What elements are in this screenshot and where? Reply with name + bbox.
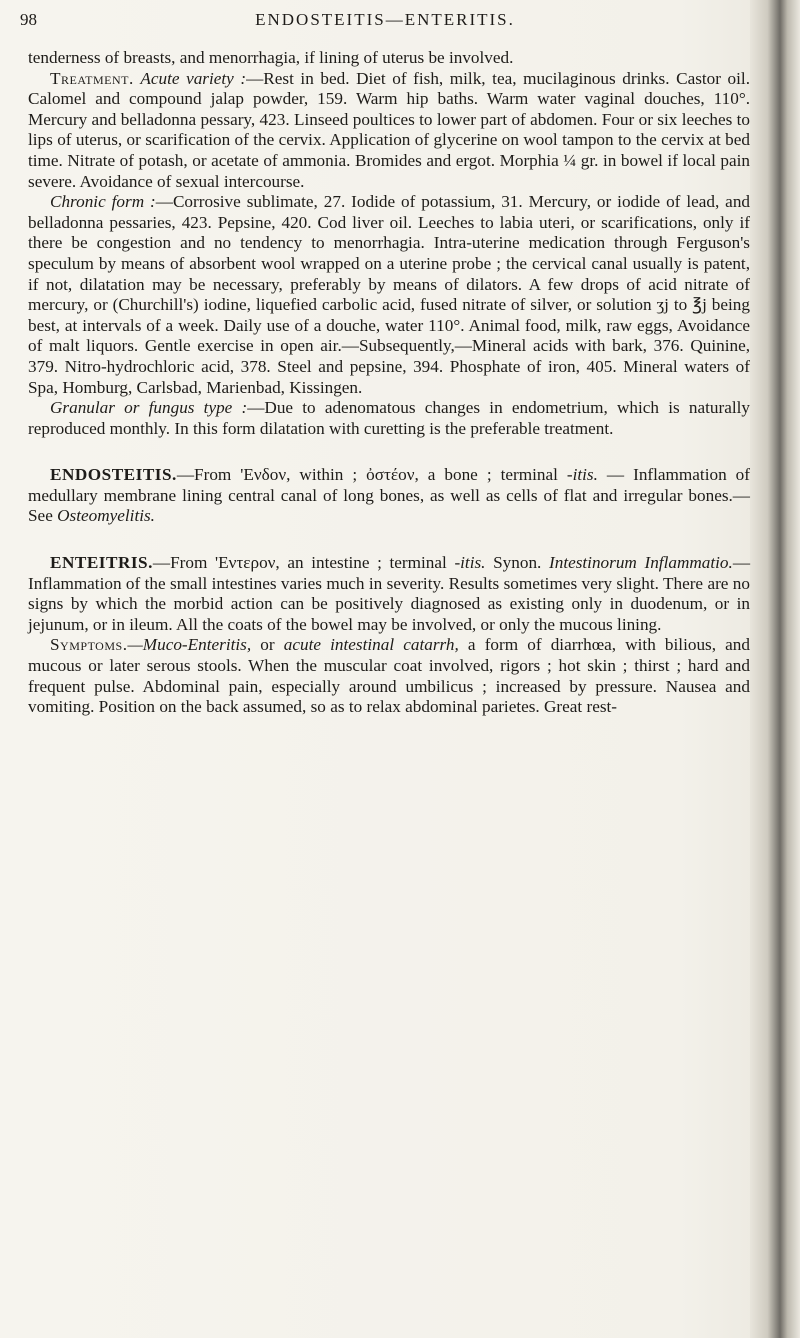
entry-text: —From 'Ενδον, within ; ὀστέον, a bone ; terminal — [176, 465, 567, 485]
term-acute-catarrh: acute intestinal catarrh, — [283, 635, 459, 655]
paragraph-chronic-form — [28, 192, 750, 398]
book-gutter — [750, 0, 800, 1338]
entry-synonym: Intestinorum Inflammatio. — [549, 553, 733, 573]
section-label: Treatment. — [50, 68, 134, 88]
entry-text: Synon. — [485, 553, 549, 573]
entry-enteritis — [28, 553, 750, 635]
paragraph-text: or — [251, 635, 284, 655]
cross-reference: Osteomyelitis. — [57, 506, 155, 526]
entry-text: —From 'Εντερον, an intestine ; terminal — [152, 553, 455, 573]
term-muco-enteritis: —Muco-Enteritis, — [127, 635, 252, 655]
running-head: ENDOSTEITIS—ENTERITIS. — [255, 10, 515, 29]
paragraph-treatment-acute — [28, 69, 750, 193]
entry-suffix: -itis. — [454, 553, 486, 573]
paragraph-text: —Corrosive sublimate, 27. Iodide of potassium, 31. Mercury, or iodide of lead, and belladonna pessaries, 423. Pepsine, 420. Cod liver oil. Leeches to labia uteri, or scarifications, only if there be congestion and no tendency to menorrhagia. Intra-uterine medication through Ferguson's speculum by means of absorbent wool wrapped on a uterine probe ; the cervical canal usually is patent, if not, dilatation may be necessary, preferably by means of dilators. A few drops of acid nitrate of mercury, or (Churchill's) iodine, liquefied carbolic acid, fused nitrate of silver, or solution ʒj to ℥j being best, at intervals of a week. Daily use of a douche, water 110°. Animal food, milk, raw eggs, Avoidance of malt liquors. Gentle exercise in open air.—Subsequently,—Mineral acids with bark, 376. Quinine, 379. Nitro-hydrochloric acid, 378. Steel and pepsine, 394. Phosphate of iron, 405. Mineral waters of Spa, Homburg, Carlsbad, Marienbad, Kissingen. — [28, 192, 751, 397]
page-body — [28, 48, 750, 718]
paragraph-symptoms — [28, 635, 750, 717]
paragraph-text: tenderness of breasts, and menorrhagia, if lining of uterus be involved. — [28, 48, 514, 67]
entry-text: — Inflammation of medullary membrane lining central canal of long bones, as well as cells of flat and irregular bones.— See — [28, 465, 750, 526]
page-header — [20, 6, 750, 36]
paragraph-granular-type — [28, 398, 750, 439]
subsection-label: Acute variety : — [140, 68, 247, 88]
paragraph-text: —Due to adenomatous changes in endometrium, which is naturally reproduced monthly. In this form dilatation with curetting is the preferable treatment. — [28, 398, 750, 438]
paragraph-text: a form of diarrhœa, with bilious, and mucous or later serous stools. When the muscular coat involved, rigors ; hot skin ; thirst ; hard and frequent pulse. Abdominal pain, especially around umbilicus ; increased by pressure. Nausea and vomiting. Position on the back assumed, so as to relax abdominal parietes. Great rest- — [28, 635, 750, 717]
entry-headword: ENTEITRIS. — [50, 553, 153, 573]
section-label: Symptoms. — [50, 635, 128, 655]
paragraph-text: —Rest in bed. Diet of fish, milk, tea, mucilaginous drinks. Castor oil. Calomel and compound jalap powder, 159. Warm hip baths. Warm water vaginal douches, 110°. Mercury and belladonna pessary, 423. Linseed poultices to lower part of abdomen. Four or six leeches to lips of uterus, or scarification of the cervix. Application of glycerine on wool tampon to the cervix at bed time. Nitrate of potash, or acetate of ammonia. Bromides and ergot. Morphia ¼ gr. in bowel if local pain severe. Avoidance of sexual intercourse. — [28, 68, 750, 191]
entry-suffix: -itis. — [566, 465, 598, 485]
entry-text: —Inflammation of the small intestines varies much in severity. Results sometimes very slight. There are no signs by which the morbid action can be positively diagnosed as existing only in duodenum, or in jejunum, or in ileum. All the coats of the bowel may be involved, or only the mucous lining. — [28, 553, 750, 634]
subsection-label: Chronic form : — [50, 192, 156, 212]
subsection-label: Granular or fungus type : — [50, 398, 248, 418]
paragraph-continuation — [28, 48, 750, 69]
page-number: 98 — [20, 10, 37, 29]
entry-headword: ENDOSTEITIS. — [50, 465, 177, 485]
entry-endosteitis — [28, 465, 750, 527]
